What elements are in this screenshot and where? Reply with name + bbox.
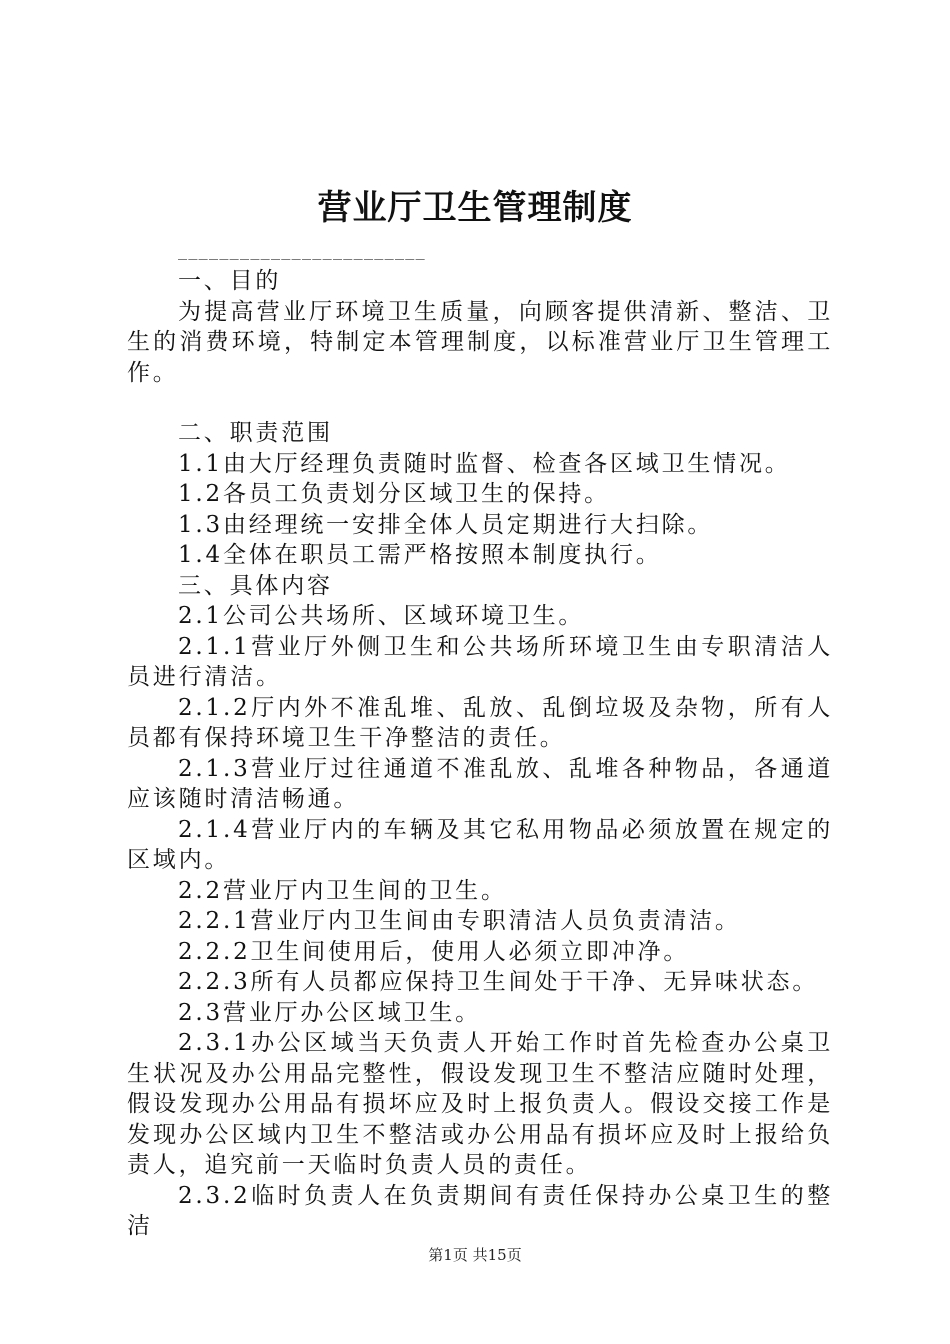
section-heading-purpose: 一、目的 [178,268,282,294]
paragraph-purpose: 为提高营业厅环境卫生质量，向顾客提供清新、整洁、卫生的消费环境，特制定本管理制度，以标准营业厅卫生管理工作。 [127,298,833,386]
page-title: 营业厅卫生管理制度 [317,188,633,228]
clause-2-3-2: 2.3.2临时负责人在负责期间有责任保持办公桌卫生的整洁 [127,1182,833,1239]
clause-2-2: 2.2营业厅内卫生间的卫生。 [178,877,507,904]
clause-2-1: 2.1公司公共场所、区域环境卫生。 [178,603,585,629]
document-body [127,266,833,1242]
clause-2-3-1: 2.3.1办公区域当天负责人开始工作时首先检查办公桌卫生状况及办公用品完整性，假设发现卫生不整洁应随时处理，假设发现办公用品有损坏应及时上报负责人。假设交接工作是发现办公区域内卫生不整洁或办公用品有损坏应及时上报给负责人，追究前一天临时负责人员的责任。 [127,1030,833,1178]
blank-line [127,388,833,418]
clause-2-3: 2.3营业厅办公区域卫生。 [178,999,481,1026]
page-footer: 第1页 共15页 [428,1246,522,1264]
clause-2-1-1: 2.1.1营业厅外侧卫生和公共场所环境卫生由专职清洁人员进行清洁。 [127,633,833,690]
section-heading-content: 三、具体内容 [178,572,333,599]
title-separator: ________________________ [178,242,426,260]
clause-1-4: 1.4全体在职员工需严格按照本制度执行。 [178,542,662,568]
clause-1-1: 1.1由大厅经理负责随时监督、检查各区域卫生情况。 [178,450,791,477]
clause-2-2-1: 2.2.1营业厅内卫生间由专职清洁人员负责清洁。 [178,908,741,934]
clause-1-2: 1.2各员工负责划分区域卫生的保持。 [178,481,610,507]
clause-2-1-3: 2.1.3营业厅过往通道不准乱放、乱堆各种物品，各通道应该随时清洁畅通。 [127,755,833,812]
clause-1-3: 1.3由经理统一安排全体人员定期进行大扫除。 [178,511,714,538]
section-heading-scope: 二、职责范围 [178,420,333,446]
clause-2-2-3: 2.2.3所有人员都应保持卫生间处于干净、无异味状态。 [178,969,819,995]
clause-2-1-2: 2.1.2厅内外不准乱堆、乱放、乱倒垃圾及杂物，所有人员都有保持环境卫生干净整洁的责任。 [127,694,833,751]
clause-2-1-4: 2.1.4营业厅内的车辆及其它私用物品必须放置在规定的区域内。 [127,816,833,873]
clause-2-2-2: 2.2.2卫生间使用后，使用人必须立即冲净。 [178,938,690,965]
